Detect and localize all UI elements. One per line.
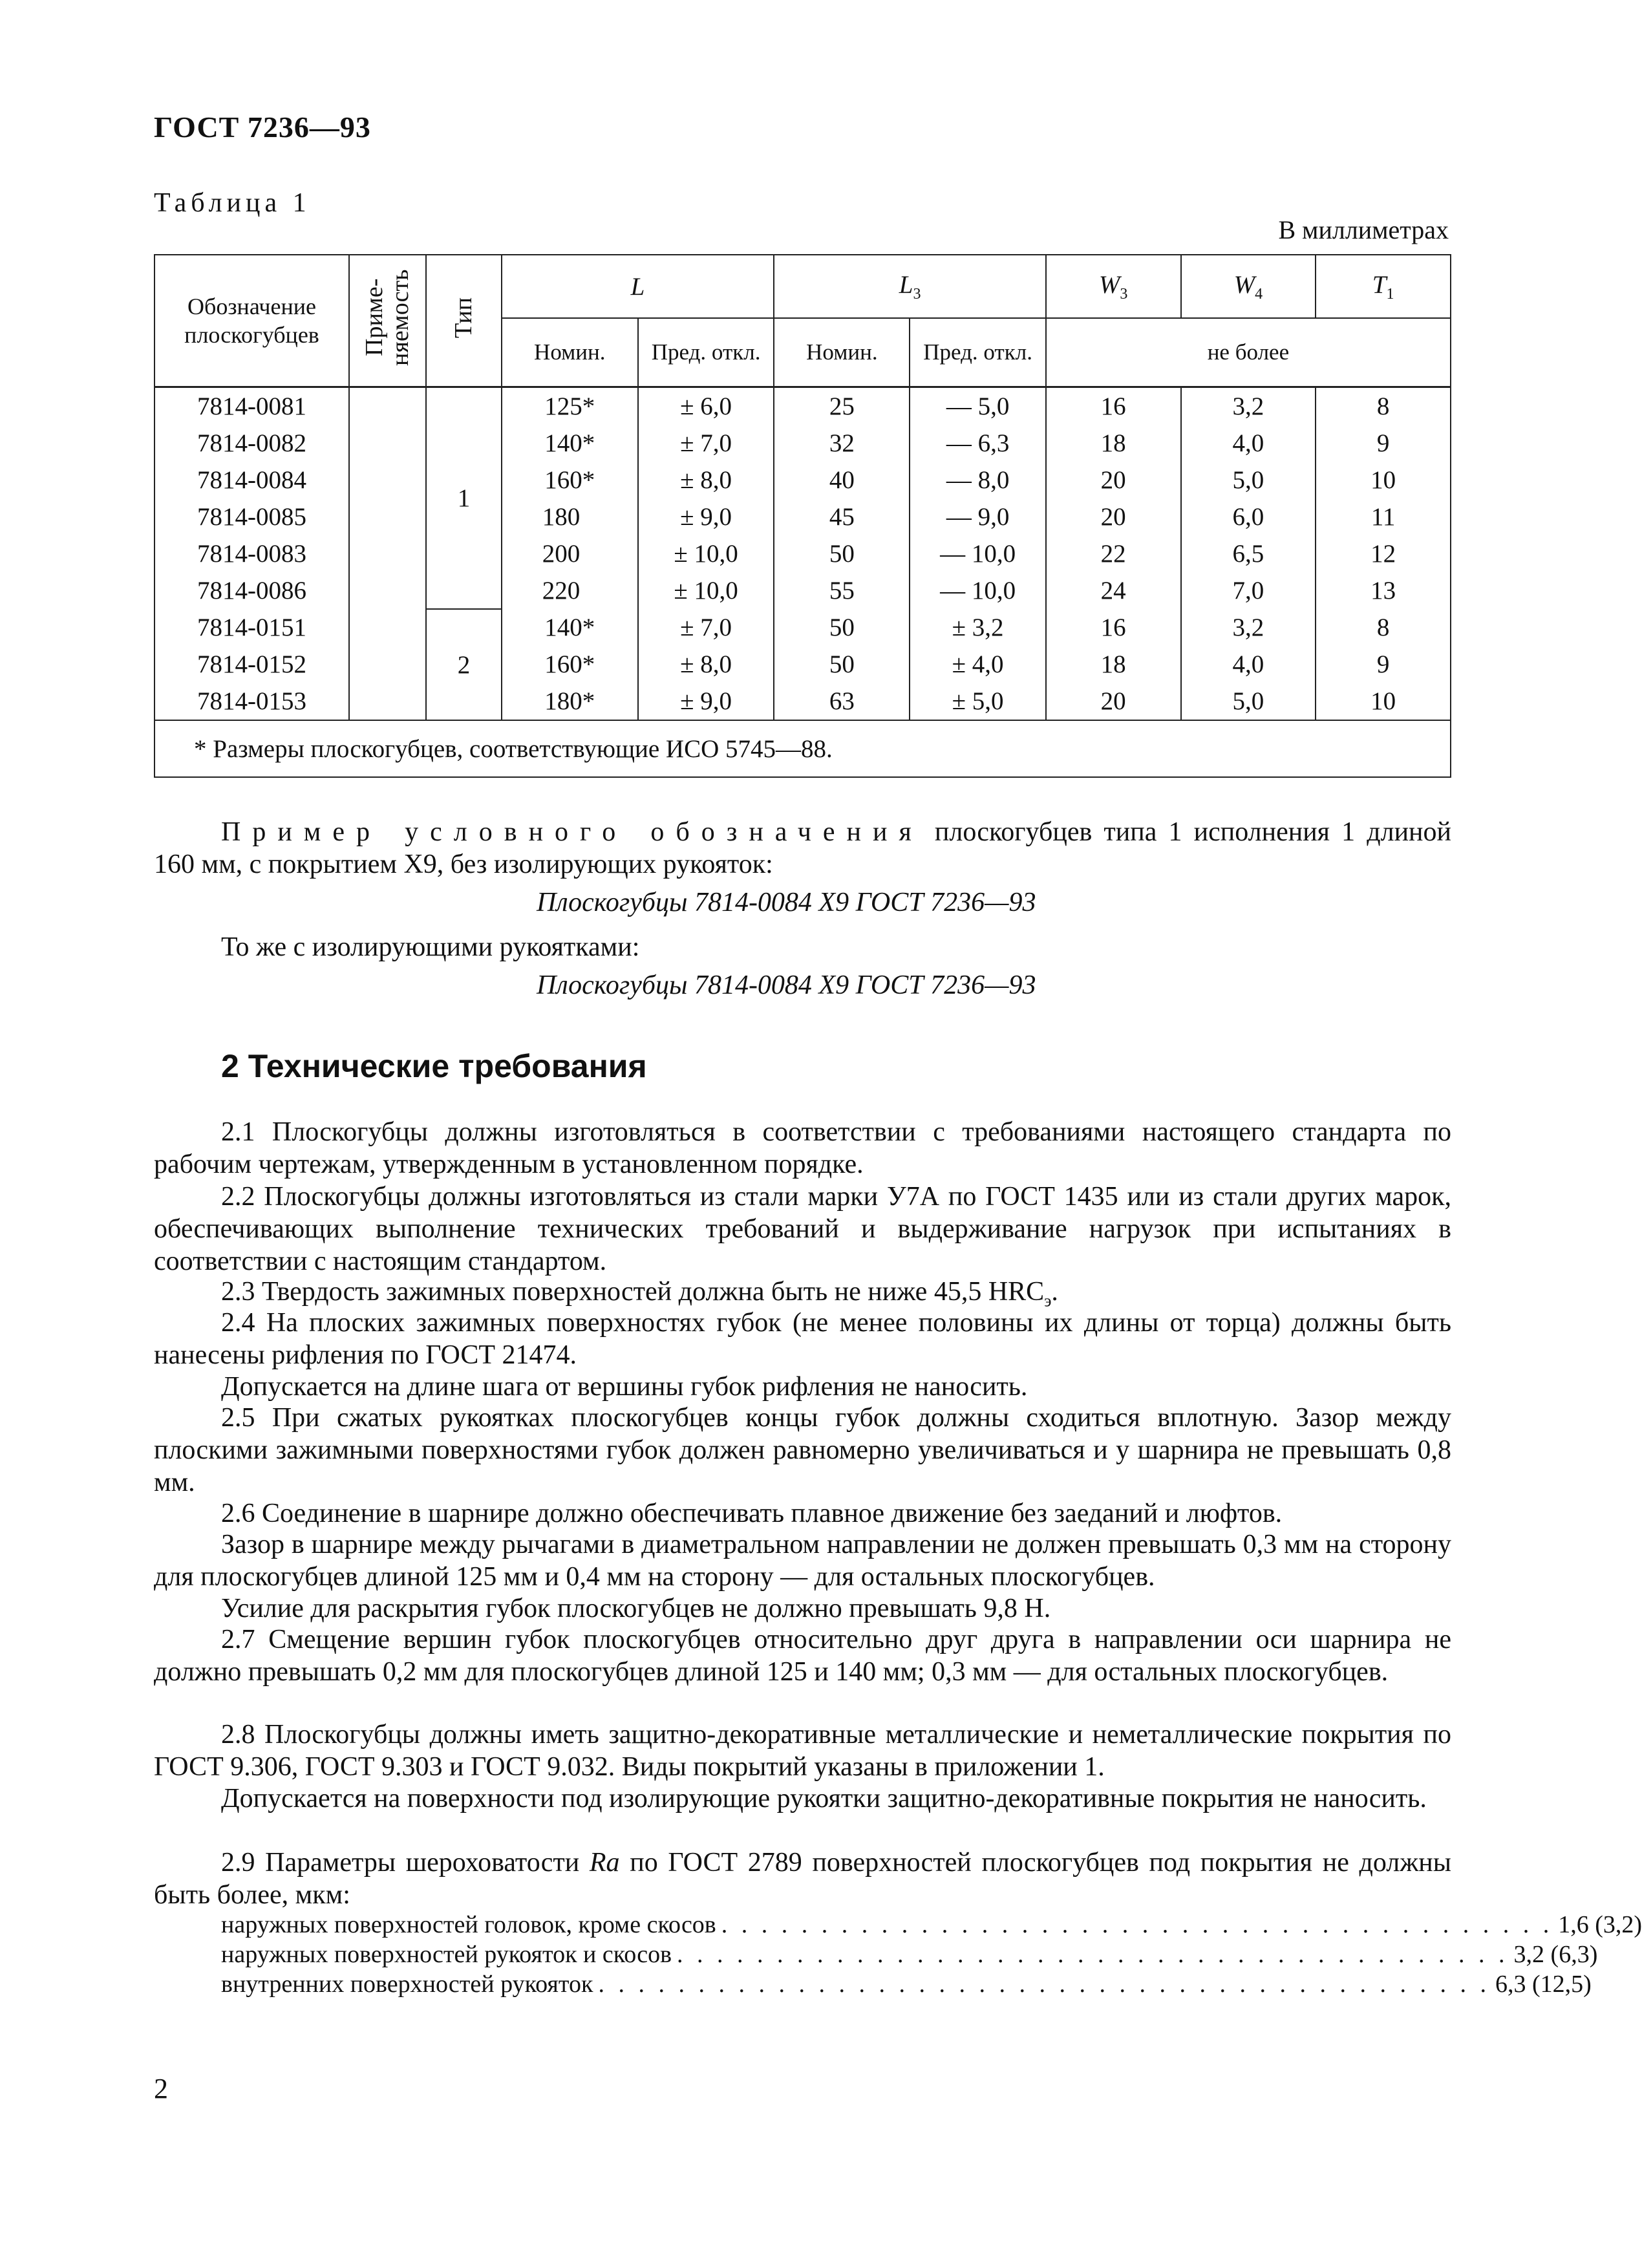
clause-2-2: 2.2 Плоскогубцы должны изготовляться из стали марки У7А по ГОСТ 1435 или из стали других марок, обеспечивающих выполнение технических требований и выдерживание нагрузок при испытаниях в соответствии с настоящим стандартом. xyxy=(154,1182,1451,1276)
table-units: В миллиметрах xyxy=(1278,215,1449,244)
cell-L3: 63 xyxy=(774,683,910,720)
col-type: Тип xyxy=(426,255,501,387)
cell-W3: 18 xyxy=(1046,425,1181,462)
cell-W3: 18 xyxy=(1046,646,1181,683)
cell-applicability xyxy=(349,387,426,721)
cell-W3: 16 xyxy=(1046,609,1181,646)
cell-L3: 50 xyxy=(774,609,910,646)
clause-2-8-note: Допускается на поверхности под изолирующие рукоятки защитно-декоративные покрытия не наносить. xyxy=(221,1784,1427,1813)
cell-L: 125* xyxy=(502,387,638,425)
example-text: плоскогубцев типа 1 исполнения 1 длиной 160 мм, с покрытием Х9, без изолирующих рукояток: xyxy=(154,817,1451,879)
list-item: наружных поверхностей рукояток и скосов . . . . . . . . . . . . . . . . . . . . . . . . . . . . . . . . . . . . . . . . . . 3,2 (6,3) xyxy=(221,1941,1598,1968)
cell-W4: 3,2 xyxy=(1181,387,1316,425)
list-item: внутренних поверхностей рукояток . . . . . . . . . . . . . . . . . . . . . . . . . . . . . . . . . . . . . . . . . . . . . 6,3 (12,5) xyxy=(221,1971,1592,1998)
cell-L: 160* xyxy=(502,646,638,683)
cell-W4: 7,0 xyxy=(1181,572,1316,609)
clause-2-9: 2.9 Параметры шероховатости Ra по ГОСТ 2789 поверхностей плоскогубцев под покрытия не должны быть более, мкм: xyxy=(154,1848,1451,1910)
cell-type-1: 1 xyxy=(426,387,501,610)
roughness-list xyxy=(221,1910,1642,1999)
cell-L3: 32 xyxy=(774,425,910,462)
cell-designation: 7814-0083 xyxy=(155,535,349,572)
cell-W4: 6,5 xyxy=(1181,535,1316,572)
document-header: ГОСТ 7236—93 xyxy=(154,111,371,144)
cell-L-tol: ± 10,0 xyxy=(638,535,774,572)
cell-L3-tol: — 10,0 xyxy=(910,572,1045,609)
cell-designation: 7814-0085 xyxy=(155,498,349,535)
clause-2-1: 2.1 Плоскогубцы должны изготовляться в соответствии с требованиями настоящего стандарта по рабочим чертежам, утвержденным в установленном порядке. xyxy=(154,1117,1451,1179)
clause-2-5: 2.5 При сжатых рукоятках плоскогубцев концы губок должны сходиться вплотную. Зазор между плоскими зажимными поверхностями губок должен равномерно увеличиваться и у шарнира не превышать 0,8 мм. xyxy=(154,1403,1451,1497)
cell-L3-tol: ± 5,0 xyxy=(910,683,1045,720)
cell-W4: 6,0 xyxy=(1181,498,1316,535)
cell-L-tol: ± 8,0 xyxy=(638,462,774,498)
col-L-nom: Номин. xyxy=(502,318,638,387)
cell-L: 200 xyxy=(502,535,638,572)
cell-W3: 20 xyxy=(1046,462,1181,498)
col-L: L xyxy=(502,255,774,318)
dimensions-table xyxy=(154,254,1451,778)
clause-2-4-note: Допускается на длине шага от вершины губок рифления не наносить. xyxy=(221,1372,1028,1402)
cell-W4: 3,2 xyxy=(1181,609,1316,646)
cell-L3: 40 xyxy=(774,462,910,498)
cell-T1: 13 xyxy=(1316,572,1451,609)
cell-L3-tol: ± 3,2 xyxy=(910,609,1045,646)
cell-W3: 24 xyxy=(1046,572,1181,609)
cell-L-tol: ± 7,0 xyxy=(638,609,774,646)
cell-L3-tol: — 9,0 xyxy=(910,498,1045,535)
table-row xyxy=(155,646,1451,683)
cell-W3: 16 xyxy=(1046,387,1181,425)
example-designation-1: Плоскогубцы 7814-0084 Х9 ГОСТ 7236—93 xyxy=(537,888,1036,917)
col-W4: $W_4$ xyxy=(1181,255,1316,318)
cell-L: 220 xyxy=(502,572,638,609)
cell-designation: 7814-0151 xyxy=(155,609,349,646)
cell-designation: 7814-0152 xyxy=(155,646,349,683)
example-designation-2: Плоскогубцы 7814-0084 Х9 ГОСТ 7236—93 xyxy=(537,970,1036,1000)
col-L3: $L_3$ xyxy=(774,255,1045,318)
cell-L3-tol: — 10,0 xyxy=(910,535,1045,572)
cell-T1: 11 xyxy=(1316,498,1451,535)
cell-designation: 7814-0086 xyxy=(155,572,349,609)
col-designation: Обозначение плоскогубцев xyxy=(155,255,349,387)
col-T1: $T_1$ xyxy=(1316,255,1451,318)
cell-L3-tol: — 8,0 xyxy=(910,462,1045,498)
cell-L-tol: ± 7,0 xyxy=(638,425,774,462)
cell-L: 140* xyxy=(502,609,638,646)
col-L-tol: Пред. откл. xyxy=(638,318,774,387)
col-W3: $W_3$ xyxy=(1046,255,1181,318)
cell-T1: 9 xyxy=(1316,646,1451,683)
cell-W3: 22 xyxy=(1046,535,1181,572)
cell-W3: 20 xyxy=(1046,683,1181,720)
cell-L3: 45 xyxy=(774,498,910,535)
cell-T1: 10 xyxy=(1316,683,1451,720)
cell-T1: 9 xyxy=(1316,425,1451,462)
cell-W4: 4,0 xyxy=(1181,425,1316,462)
clause-2-7: 2.7 Смещение вершин губок плоскогубцев относительно друг друга в направлении оси шарнира не должно превышать 0,2 мм для плоскогубцев длиной 125 и 140 мм; 0,3 мм — для остальных плоскогубцев. xyxy=(154,1625,1451,1687)
cell-L3: 25 xyxy=(774,387,910,425)
cell-L: 140* xyxy=(502,425,638,462)
cell-designation: 7814-0082 xyxy=(155,425,349,462)
table-row xyxy=(155,683,1451,720)
clause-2-6: 2.6 Соединение в шарнире должно обеспечивать плавное движение без заеданий и люфтов. xyxy=(221,1499,1283,1528)
cell-designation: 7814-0084 xyxy=(155,462,349,498)
cell-L: 160* xyxy=(502,462,638,498)
section-title: 2 Технические требования xyxy=(221,1048,647,1084)
cell-W4: 5,0 xyxy=(1181,683,1316,720)
col-applicability: Приме-няемость xyxy=(349,255,426,387)
cell-T1: 12 xyxy=(1316,535,1451,572)
table-row xyxy=(155,425,1451,462)
cell-L3: 55 xyxy=(774,572,910,609)
clause-2-3: 2.3 Твердость зажимных поверхностей должна быть не ниже 45,5 $HRC_э$. xyxy=(221,1277,1058,1311)
cell-L-tol: ± 9,0 xyxy=(638,498,774,535)
cell-L3: 50 xyxy=(774,646,910,683)
page-number: 2 xyxy=(154,2073,168,2104)
list-item: наружных поверхностей головок, кроме скосов . . . . . . . . . . . . . . . . . . . . . . . . . . . . . . . . . . . . . . . . . . 1,6 (3,2) xyxy=(221,1911,1642,1938)
cell-L-tol: ± 6,0 xyxy=(638,387,774,425)
col-L3-nom: Номин. xyxy=(774,318,910,387)
cell-L-tol: ± 8,0 xyxy=(638,646,774,683)
cell-L: 180 xyxy=(502,498,638,535)
table-row xyxy=(155,498,1451,535)
table-row xyxy=(155,572,1451,609)
clause-2-6-gap: Зазор в шарнире между рычагами в диаметральном направлении не должен превышать 0,3 мм на сторону для плоскогубцев длиной 125 мм и 0,4 мм на сторону — для остальных плоскогубцев. xyxy=(154,1530,1451,1592)
cell-type-2: 2 xyxy=(426,609,501,720)
table-row xyxy=(155,387,1451,425)
table-footnote: * Размеры плоскогубцев, соответствующие ИСО 5745—88. xyxy=(155,720,1451,777)
cell-designation: 7814-0153 xyxy=(155,683,349,720)
cell-W4: 4,0 xyxy=(1181,646,1316,683)
cell-L-tol: ± 10,0 xyxy=(638,572,774,609)
table-row xyxy=(155,535,1451,572)
cell-designation: 7814-0081 xyxy=(155,387,349,425)
cell-L3-tol: — 6,3 xyxy=(910,425,1045,462)
cell-T1: 8 xyxy=(1316,609,1451,646)
table-caption: Таблица 1 xyxy=(154,188,311,218)
cell-T1: 10 xyxy=(1316,462,1451,498)
col-L3-tol: Пред. откл. xyxy=(910,318,1045,387)
clause-2-4: 2.4 На плоских зажимных поверхностях губок (не менее половины их длины от торца) должны быть нанесены рифления по ГОСТ 21474. xyxy=(154,1308,1451,1370)
clause-2-6-force: Усилие для раскрытия губок плоскогубцев не должно превышать 9,8 Н. xyxy=(221,1594,1051,1623)
example-lead: Пример условного обозначения xyxy=(221,817,923,847)
col-max: не более xyxy=(1046,318,1451,387)
table-row xyxy=(155,609,1451,646)
cell-L3-tol: — 5,0 xyxy=(910,387,1045,425)
cell-T1: 8 xyxy=(1316,387,1451,425)
example-same: То же с изолирующими рукоятками: xyxy=(221,932,640,962)
cell-L-tol: ± 9,0 xyxy=(638,683,774,720)
example-paragraph xyxy=(154,816,1451,881)
cell-L3-tol: ± 4,0 xyxy=(910,646,1045,683)
cell-L3: 50 xyxy=(774,535,910,572)
clause-2-8: 2.8 Плоскогубцы должны иметь защитно-декоративные металлические и неметаллические покрытия по ГОСТ 9.306, ГОСТ 9.303 и ГОСТ 9.032. Виды покрытий указаны в приложении 1. xyxy=(154,1720,1451,1782)
cell-L: 180* xyxy=(502,683,638,720)
cell-W4: 5,0 xyxy=(1181,462,1316,498)
table-row xyxy=(155,462,1451,498)
cell-W3: 20 xyxy=(1046,498,1181,535)
